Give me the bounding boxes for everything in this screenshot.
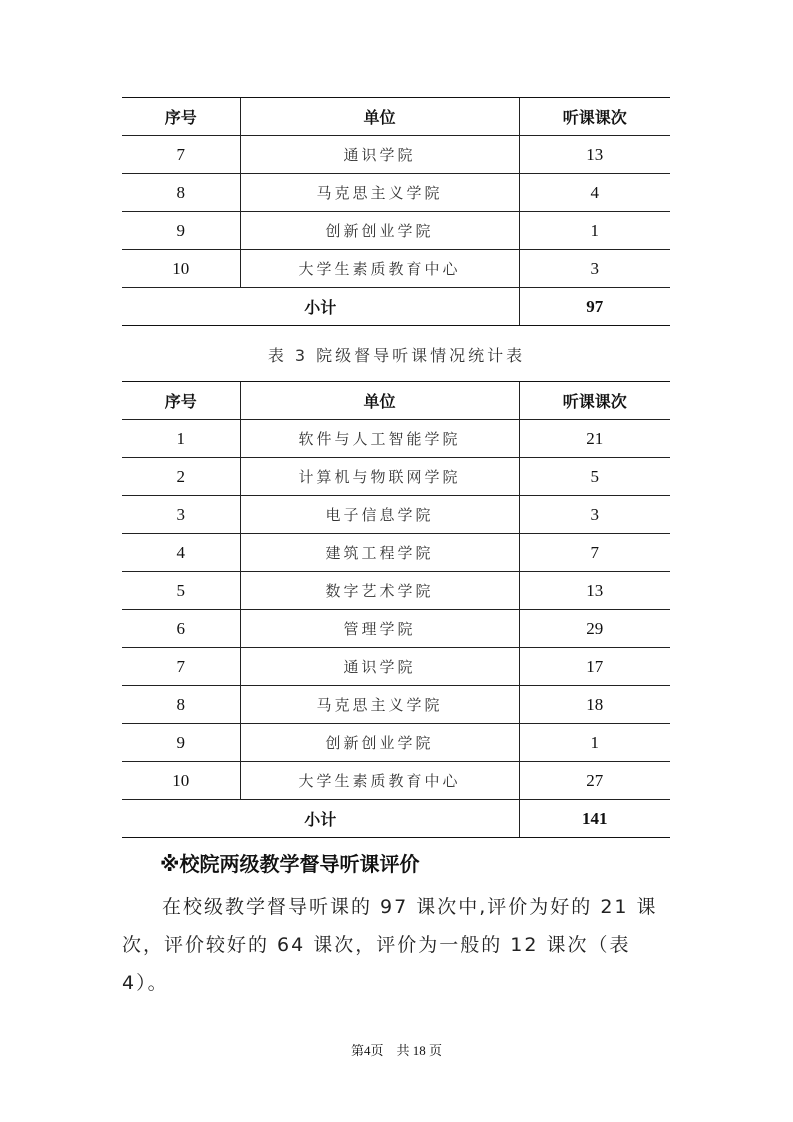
column-header: 单位 <box>240 98 519 136</box>
table-row <box>122 458 670 496</box>
row-number: 9 <box>122 212 240 250</box>
column-header: 序号 <box>122 98 240 136</box>
unit-name: 管理学院 <box>240 610 519 648</box>
unit-name: 创新创业学院 <box>240 724 519 762</box>
unit-name: 建筑工程学院 <box>240 534 519 572</box>
unit-name: 大学生素质教育中心 <box>240 250 519 288</box>
row-number: 1 <box>122 420 240 458</box>
section-paragraph: 在校级教学督导听课的 97 课次中,评价为好的 21 课次，评价较好的 64 课次，评价为一般的 12 课次（表 4）。 <box>122 896 658 994</box>
table-row <box>122 250 670 288</box>
row-number: 2 <box>122 458 240 496</box>
table-row <box>122 724 670 762</box>
lesson-count: 27 <box>519 762 670 800</box>
column-header: 听课课次 <box>519 382 670 420</box>
table-row <box>122 686 670 724</box>
lesson-count: 1 <box>519 724 670 762</box>
lesson-count: 1 <box>519 212 670 250</box>
row-number: 4 <box>122 534 240 572</box>
table3-department-supervision <box>122 381 670 838</box>
page-footer: 第4页 共 18 页 <box>350 1043 442 1058</box>
table3-caption: 表 3 院级督导听课情况统计表 <box>267 346 526 365</box>
lesson-count: 7 <box>519 534 670 572</box>
subtotal-row <box>122 800 670 838</box>
table-row <box>122 212 670 250</box>
table-header-row <box>122 98 670 136</box>
row-number: 5 <box>122 572 240 610</box>
table-row <box>122 496 670 534</box>
row-number: 10 <box>122 762 240 800</box>
unit-name: 马克思主义学院 <box>240 174 519 212</box>
unit-name: 大学生素质教育中心 <box>240 762 519 800</box>
subtotal-value: 141 <box>519 800 670 838</box>
row-number: 3 <box>122 496 240 534</box>
table-row <box>122 648 670 686</box>
lesson-count: 21 <box>519 420 670 458</box>
row-number: 7 <box>122 648 240 686</box>
table-row <box>122 762 670 800</box>
row-number: 8 <box>122 174 240 212</box>
unit-name: 数字艺术学院 <box>240 572 519 610</box>
lesson-count: 18 <box>519 686 670 724</box>
column-header: 单位 <box>240 382 519 420</box>
subtotal-label: 小计 <box>122 288 519 326</box>
subtotal-label: 小计 <box>122 800 519 838</box>
table-header-row <box>122 382 670 420</box>
unit-name: 软件与人工智能学院 <box>240 420 519 458</box>
subtotal-row <box>122 288 670 326</box>
table-row <box>122 572 670 610</box>
unit-name: 马克思主义学院 <box>240 686 519 724</box>
table-row <box>122 534 670 572</box>
row-number: 10 <box>122 250 240 288</box>
lesson-count: 13 <box>519 136 670 174</box>
table-college-supervision-continued <box>122 97 670 326</box>
unit-name: 电子信息学院 <box>240 496 519 534</box>
lesson-count: 5 <box>519 458 670 496</box>
column-header: 听课课次 <box>519 98 670 136</box>
row-number: 9 <box>122 724 240 762</box>
table-row <box>122 136 670 174</box>
lesson-count: 13 <box>519 572 670 610</box>
table-row <box>122 174 670 212</box>
unit-name: 通识学院 <box>240 136 519 174</box>
unit-name: 通识学院 <box>240 648 519 686</box>
unit-name: 计算机与物联网学院 <box>240 458 519 496</box>
row-number: 6 <box>122 610 240 648</box>
table-row <box>122 420 670 458</box>
lesson-count: 3 <box>519 250 670 288</box>
column-header: 序号 <box>122 382 240 420</box>
lesson-count: 4 <box>519 174 670 212</box>
row-number: 8 <box>122 686 240 724</box>
lesson-count: 29 <box>519 610 670 648</box>
section-heading: ※校院两级教学督导听课评价 <box>160 852 420 876</box>
lesson-count: 3 <box>519 496 670 534</box>
unit-name: 创新创业学院 <box>240 212 519 250</box>
subtotal-value: 97 <box>519 288 670 326</box>
lesson-count: 17 <box>519 648 670 686</box>
row-number: 7 <box>122 136 240 174</box>
table-row <box>122 610 670 648</box>
